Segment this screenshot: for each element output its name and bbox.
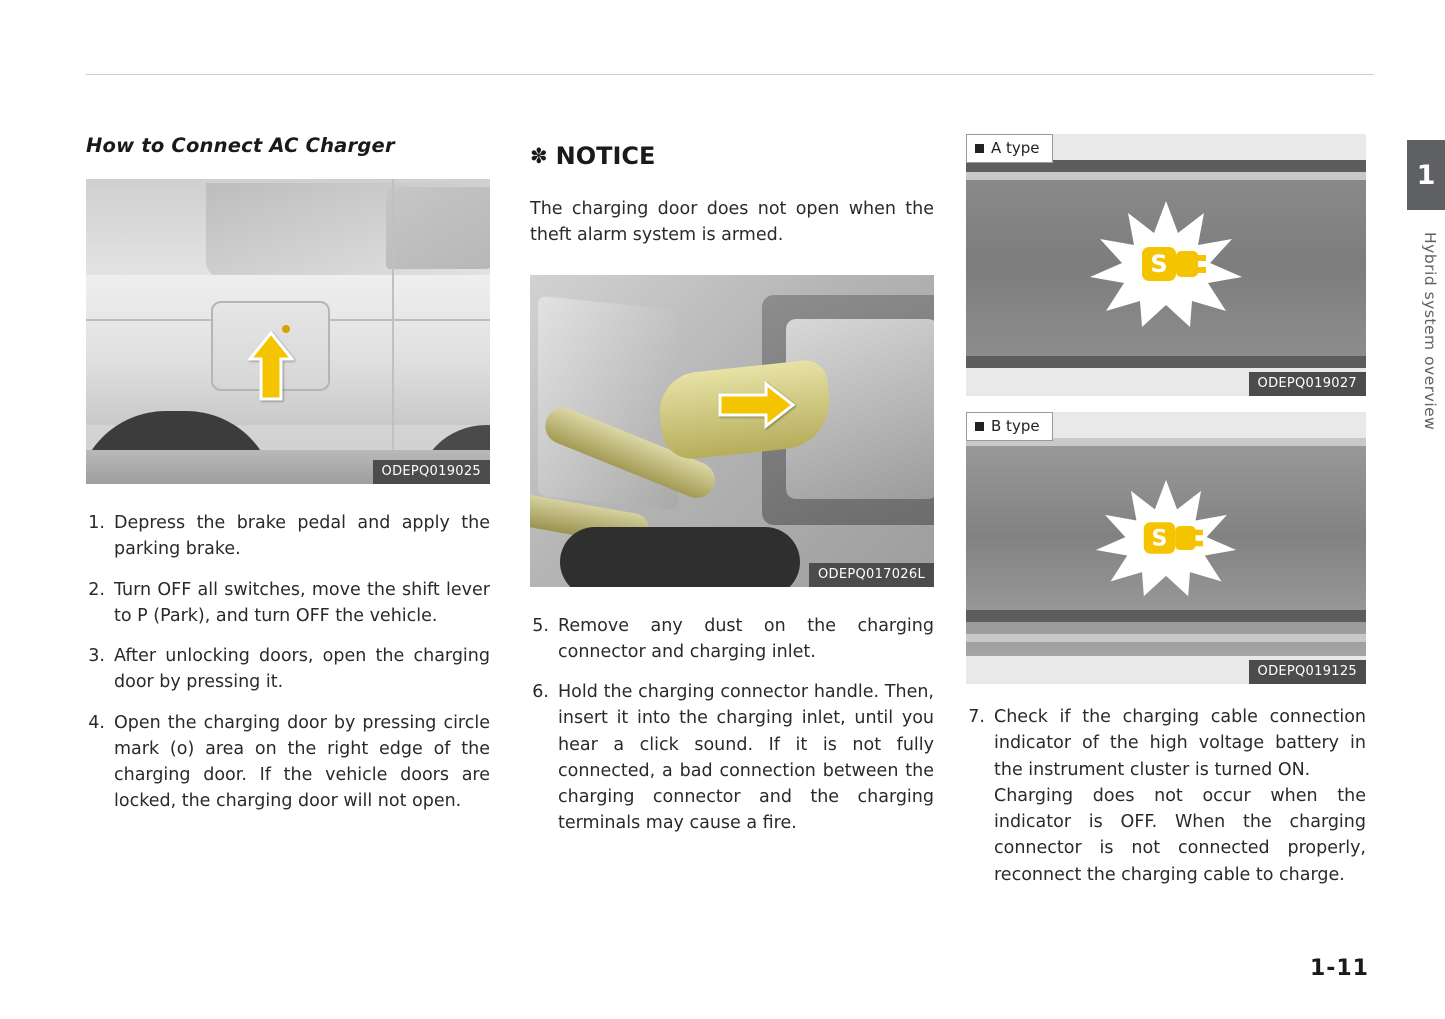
- cluster-type-badge-a: [966, 134, 1053, 163]
- list-item: [530, 679, 934, 837]
- asterisk-icon: ✽: [530, 144, 548, 168]
- step-text: After unlocking doors, open the charging door by pressing it.: [114, 646, 490, 693]
- arrow-up-icon: [248, 331, 294, 403]
- figure-caption: ODEPQ017026L: [809, 563, 934, 587]
- notice-heading: [530, 142, 934, 170]
- figure-caption: ODEPQ019025: [373, 460, 490, 484]
- vehicle-door-seam: [392, 179, 394, 449]
- page-title: How to Connect AC Charger: [86, 134, 395, 157]
- figure-connector-insertion: [530, 275, 934, 587]
- figure-cluster-b-type: [966, 412, 1366, 684]
- header-divider: [86, 74, 1374, 75]
- cluster-type-label: A type: [991, 139, 1040, 157]
- cluster-band-bottom: [966, 356, 1366, 368]
- bullet-square-icon: [975, 422, 984, 431]
- figure-cluster-a-type: [966, 134, 1366, 396]
- step-text: Depress the brake pedal and apply the parking brake.: [114, 513, 490, 560]
- svg-text:S: S: [1151, 525, 1168, 552]
- step-number: 3.: [88, 646, 105, 666]
- chapter-tab-number: 1: [1407, 140, 1445, 210]
- page-number: 1-11: [1309, 956, 1369, 981]
- cluster-band-highlight: [966, 172, 1366, 180]
- step-number: 5.: [532, 615, 549, 636]
- step-text-block: [994, 704, 1366, 888]
- svg-text:S: S: [1150, 250, 1168, 278]
- step-text: Check if the charging cable connection indicator of the high voltage battery in the instrument cluster is turned ON.: [994, 707, 1366, 780]
- step-text: Hold the charging connector handle. Then, insert it into the charging inlet, until you hear a click sound. If it is not fully connected, a bad connection between the charging connector and the charging terminals may cause a fire.: [558, 682, 934, 834]
- arrow-right-icon: [718, 381, 796, 429]
- notice-title: NOTICE: [555, 142, 656, 170]
- column-middle: [530, 134, 934, 851]
- column-right: [966, 134, 1366, 902]
- list-item: [86, 643, 490, 696]
- vehicle-tire: [560, 527, 800, 587]
- list-item: [530, 613, 934, 666]
- list-item: [86, 510, 490, 563]
- cluster-type-badge-b: [966, 412, 1053, 441]
- steps-list-right: [966, 704, 1366, 888]
- charging-indicator-icon: [1091, 478, 1241, 598]
- cluster-screen: [966, 438, 1366, 656]
- step-text: Open the charging door by pressing circle mark (o) area on the right edge of the charging door. If the vehicle doors are locked, the charging door will not open.: [114, 712, 490, 812]
- list-item: [86, 577, 490, 630]
- bullet-square-icon: [975, 144, 984, 153]
- column-left: [86, 134, 490, 829]
- cluster-type-label: B type: [991, 417, 1040, 435]
- figure-caption: ODEPQ019027: [1249, 372, 1366, 396]
- step-number: 2.: [88, 579, 105, 600]
- list-item: [966, 704, 1366, 888]
- step-text: Remove any dust on the charging connector and charging inlet.: [558, 615, 934, 662]
- step-number: 7.: [968, 707, 985, 727]
- list-item: [86, 710, 490, 815]
- steps-list-left: [86, 510, 490, 815]
- step-number: 1.: [88, 513, 105, 533]
- notice-text: The charging door does not open when the theft alarm system is armed.: [530, 199, 934, 246]
- step-text: Turn OFF all switches, move the shift lever to P (Park), and turn OFF the vehicle.: [114, 579, 490, 626]
- cluster-screen: [966, 160, 1366, 368]
- steps-list-middle: [530, 613, 934, 837]
- vehicle-window: [386, 187, 490, 269]
- step-text-continued: Charging does not occur when the indicator is OFF. When the charging connector is not connected properly, reconnect the charging cable to charge.: [994, 785, 1366, 885]
- figure-caption: ODEPQ019125: [1249, 660, 1366, 684]
- figure-charging-door: [86, 179, 490, 484]
- cluster-band-highlight: [966, 634, 1366, 642]
- step-number: 4.: [88, 712, 105, 733]
- step-number: 6.: [532, 682, 549, 702]
- charging-indicator-icon: [1086, 199, 1246, 329]
- cluster-band-bottom: [966, 610, 1366, 622]
- chapter-tab-label: Hybrid system overview: [1421, 232, 1439, 431]
